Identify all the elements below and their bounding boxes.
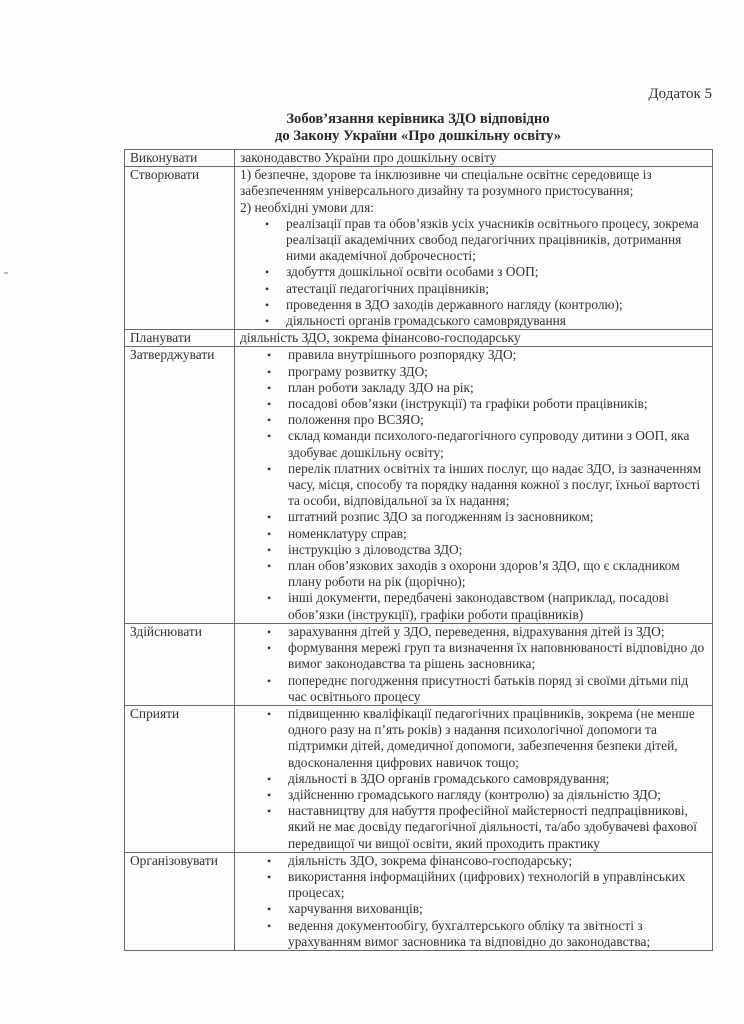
list-item: • формування мережі груп та визначення їх наповнюваності відповідно до вимог законодавства та рішень засновника; [240, 640, 708, 672]
list-item: • попереднє погодження присутності батьків поряд зі своїми дітьми під час освітнього процесу [240, 673, 708, 705]
row-verb: Планувати [125, 330, 235, 347]
list-item: • ведення документообігу, бухгалтерського обліку та звітності з урахуванням вимог засновника та відповідно до законодавства; [240, 918, 708, 950]
row-verb: Затверджувати [125, 347, 235, 623]
table-row-stvoryuvaty [125, 167, 713, 330]
list-item: • діяльності в ЗДО органів громадського самоврядування; [240, 771, 708, 787]
table-row-zdiisniuvaty [125, 623, 713, 705]
document-title [124, 111, 712, 145]
row-content [235, 623, 713, 705]
title-line-2: до Закону України «Про дошкільну освіту» [274, 128, 562, 144]
row-content: діяльність ЗДО, зокрема фінансово-господарську [235, 330, 713, 347]
list-item: • проведення в ЗДО заходів державного нагляду (контролю); [240, 297, 708, 313]
row-content: законодавство України про дошкільну освіту [235, 150, 713, 167]
list-item: • харчування вихованців; [240, 901, 708, 917]
list-item: • зарахування дітей у ЗДО, переведення, відрахування дітей із ЗДО; [240, 624, 708, 640]
list-item: • діяльності органів громадського самоврядування [240, 313, 708, 329]
list-item: • здобуття дошкільної освіти особами з ООП; [240, 264, 708, 280]
list-item: • положення про ВСЗЯО; [240, 412, 708, 428]
bullet-list [240, 853, 708, 950]
list-item: • правила внутрішнього розпорядку ЗДО; [240, 347, 708, 363]
row-content [235, 705, 713, 852]
obligations-table [124, 149, 713, 951]
list-item: • план роботи закладу ЗДО на рік; [240, 380, 708, 396]
table-row-vykonuvaty [125, 150, 713, 167]
row-verb: Створювати [125, 167, 235, 330]
row-content [235, 852, 713, 950]
list-item: • перелік платних освітніх та інших послуг, що надає ЗДО, із зазначенням часу, місця, способу та порядку надання кожної з послуг, їхньої вартості та особи, відповідальної за їх надання; [240, 461, 708, 510]
list-item: • підвищенню кваліфікації педагогічних працівників, зокрема (не менше одного разу на п’ять років) з надання психологічної допомоги та підтримки дітей, домедичної допомоги, забезпечення безпеки дітей, вдосконалення цифрових навичок тощо; [240, 706, 708, 771]
list-item: • здійсненню громадського нагляду (контролю) за діяльністю ЗДО; [240, 787, 708, 803]
table-row-orhanizovuvaty [125, 852, 713, 950]
list-item: • посадові обов’язки (інструкції) та графіки роботи працівників; [240, 396, 708, 412]
bullet-list [240, 624, 708, 705]
list-item: • атестації педагогічних працівників; [240, 281, 708, 297]
row-verb: Виконувати [125, 150, 235, 167]
table-row-planuvaty [125, 330, 713, 347]
appendix-label: Додаток 5 [648, 86, 712, 102]
list-item: • інші документи, передбачені законодавством (наприклад, посадові обов’язки (інструкції), графіки роботи працівників) [240, 590, 708, 622]
bullet-list [240, 216, 708, 329]
table-row-spryiaty [125, 705, 713, 852]
row-verb: Сприяти [125, 705, 235, 852]
list-item: • наставництву для набуття професійної майстерності педпрацівникові, який не має досвіду педагогічної діяльності, та/або здобувачеві фахової передвищої чи вищої освіти, який проходить практику [240, 803, 708, 852]
bullet-list [240, 706, 708, 852]
list-item: • штатний розпис ЗДО за погодженням із засновником; [240, 509, 708, 525]
list-item: • реалізації прав та обов’язків усіх учасників освітнього процесу, зокрема реалізації академічних свобод педагогічних працівників, дотримання ними академічної доброчесності; [240, 216, 708, 265]
bullet-list [240, 347, 708, 622]
list-item: • діяльність ЗДО, зокрема фінансово-господарську; [240, 853, 708, 869]
list-item: • програму розвитку ЗДО; [240, 364, 708, 380]
row-content [235, 347, 713, 623]
list-item: • план обов’язкових заходів з охорони здоров’я ЗДО, що є складником плану роботи на рік (щорічно); [240, 558, 708, 590]
intro-point-2: 2) необхідні умови для: [240, 199, 374, 215]
row-verb: Здійснювати [125, 623, 235, 705]
intro-point-1: 1) безпечне, здорове та інклюзивне чи спеціальне освітнє середовище із забезпеченням універсального дизайну та розумного пристосування; [240, 167, 652, 199]
list-item: • номенклатуру справ; [240, 526, 708, 542]
scan-artifact [4, 272, 8, 274]
row-content [235, 167, 713, 330]
list-item: • використання інформаційних (цифрових) технологій в управлінських процесах; [240, 869, 708, 901]
row-verb: Організовувати [125, 852, 235, 950]
table-row-zatverdzhuvaty [125, 347, 713, 623]
list-item: • склад команди психолого-педагогічного супроводу дитини з ООП, яка здобуває дошкільну освіту; [240, 428, 708, 460]
title-line-1: Зобов’язання керівника ЗДО відповідно [286, 111, 550, 127]
list-item: • інструкцію з діловодства ЗДО; [240, 542, 708, 558]
